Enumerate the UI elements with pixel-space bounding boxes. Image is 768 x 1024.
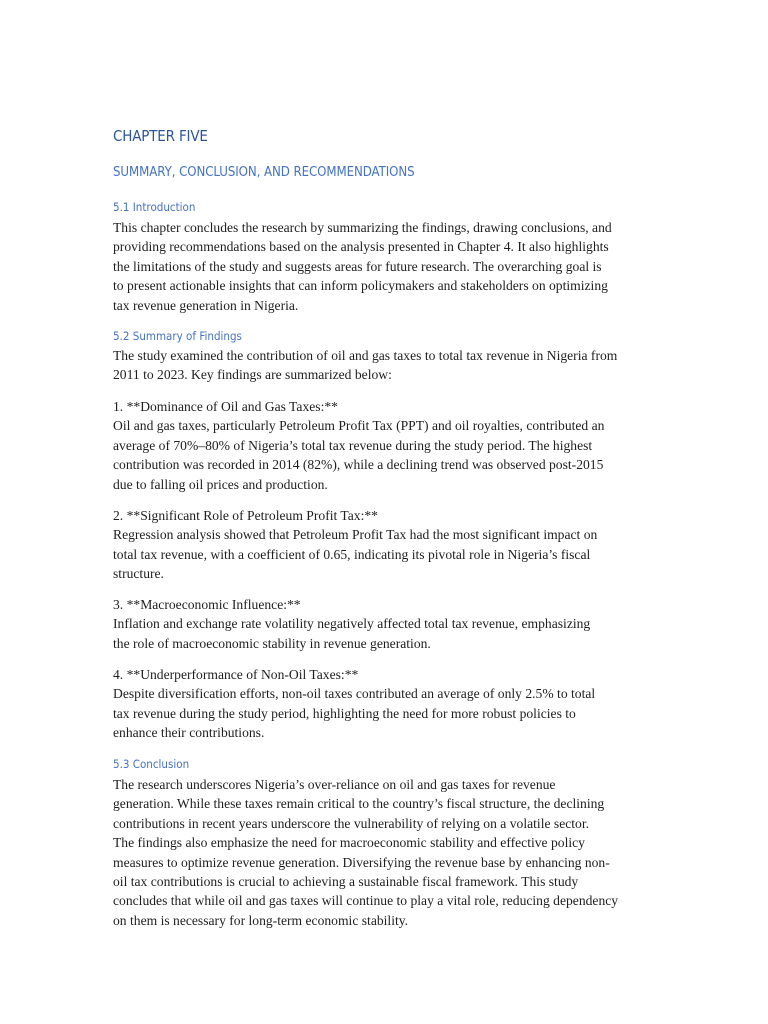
text-line: generation. While these taxes remain critical to the country’s fiscal structure, the declining	[113, 796, 605, 812]
conclusion-paragraph	[113, 775, 658, 930]
text-line: 2. **Significant Role of Petroleum Profit Tax:**	[113, 508, 378, 523]
text-line: tax revenue generation in Nigeria.	[113, 297, 299, 313]
text-line: due to falling oil prices and production.	[113, 476, 328, 492]
chapter-title: CHAPTER FIVE	[113, 127, 208, 145]
text-line: 1. **Dominance of Oil and Gas Taxes:**	[113, 399, 338, 414]
chapter-subtitle: SUMMARY, CONCLUSION, AND RECOMMENDATIONS	[113, 165, 415, 180]
text-line: Inflation and exchange rate volatility negatively affected total tax revenue, emphasizing	[113, 616, 591, 632]
text-line: average of 70%–80% of Nigeria’s total tax revenue during the study period. The highest	[113, 437, 593, 453]
text-line: contribution was recorded in 2014 (82%), while a declining trend was observed post-2015	[113, 457, 604, 473]
section-heading-introduction: 5.1 Introduction	[113, 200, 196, 214]
finding-item-oil-gas-dominance	[113, 397, 658, 494]
text-line: contributions in recent years underscore the vulnerability of relying on a volatile sector.	[113, 815, 590, 831]
text-line: measures to optimize revenue generation. Diversifying the revenue base by enhancing non-	[113, 854, 610, 870]
introduction-paragraph	[113, 218, 658, 315]
summary-intro-paragraph	[113, 346, 658, 385]
text-line: total tax revenue, with a coefficient of 0.65, indicating its pivotal role in Nigeria’s fiscal	[113, 546, 591, 562]
text-line: 3. **Macroeconomic Influence:**	[113, 597, 301, 612]
section-heading-conclusion: 5.3 Conclusion	[113, 757, 190, 771]
document-page	[113, 0, 658, 1024]
text-line: Regression analysis showed that Petroleum Profit Tax had the most significant impact on	[113, 527, 598, 543]
text-line: Despite diversification efforts, non-oil taxes contributed an average of only 2.5% to total	[113, 686, 596, 702]
finding-item-macroeconomic-influence	[113, 595, 658, 653]
text-line: on them is necessary for long-term economic stability.	[113, 912, 409, 928]
text-line: the role of macroeconomic stability in revenue generation.	[113, 635, 431, 651]
text-line: This chapter concludes the research by summarizing the findings, drawing conclusions, and	[113, 220, 612, 235]
text-line: The findings also emphasize the need for macroeconomic stability and effective policy	[113, 835, 585, 851]
text-line: providing recommendations based on the analysis presented in Chapter 4. It also highlights	[113, 239, 609, 255]
text-line: 4. **Underperformance of Non-Oil Taxes:**	[113, 667, 359, 682]
text-line: the limitations of the study and suggests areas for future research. The overarching goal is	[113, 258, 602, 274]
text-line: Oil and gas taxes, particularly Petroleum Profit Tax (PPT) and oil royalties, contributed an	[113, 418, 605, 434]
finding-item-petroleum-profit-tax	[113, 506, 658, 584]
text-line: to present actionable insights that can inform policymakers and stakeholders on optimizing	[113, 278, 608, 294]
section-heading-summary-of-findings: 5.2 Summary of Findings	[113, 329, 242, 343]
text-line: 2011 to 2023. Key findings are summarized below:	[113, 367, 392, 383]
text-line: The study examined the contribution of oil and gas taxes to total tax revenue in Nigeria from	[113, 348, 618, 363]
text-line: concludes that while oil and gas taxes will continue to play a vital role, reducing dependency	[113, 893, 619, 909]
text-line: tax revenue during the study period, highlighting the need for more robust policies to	[113, 705, 576, 721]
finding-item-non-oil-taxes	[113, 665, 658, 743]
text-line: structure.	[113, 566, 164, 582]
text-line: The research underscores Nigeria’s over-reliance on oil and gas taxes for revenue	[113, 777, 556, 792]
text-line: oil tax contributions is crucial to achieving a sustainable fiscal framework. This study	[113, 874, 579, 890]
text-line: enhance their contributions.	[113, 725, 265, 741]
